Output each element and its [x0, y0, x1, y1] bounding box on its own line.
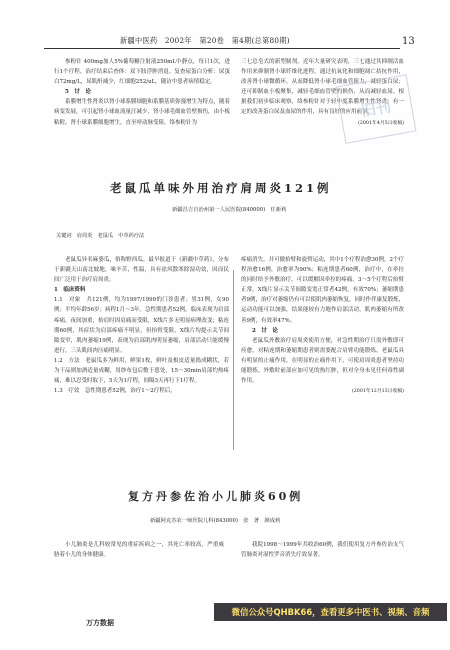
- paragraph: 系膜增生性肾炎以肾小球系膜细胞和系膜基质弥漫增生为特点，随着病变发展，可引起肾小球血流量汪减少，肾小球毛细血管壁损伤，由小板粘附，肾小球系膜细胞增生，直至呼动脉受阻。络参粉针为: [54, 99, 231, 126]
- article-title: 复方丹参佐治小儿肺炎60例: [128, 490, 304, 503]
- paragraph: 1.3 疗效 急性期患者52例，治疗1～2疗程后，: [54, 388, 176, 395]
- section-heading: 5 讨 论: [65, 89, 91, 96]
- received-date: (2001年4月5日收稿): [357, 120, 404, 126]
- paragraph: 三七总皂式的新型制剂。近年大量研究表明，三七通过其抑制活血作用来抑制肾小球纤维化进程，通过抗氧化和细胞凋亡拮抗作用，改善肾小球微循环，从而降低肾小球毛细血管阻力，减轻蛋白尿；还可抑制血小板聚集，减轻毛细血管壁的损伤，从而减轻血尿。根据我们初步临床观察，络参粉针对于轻中度系膜增生性肾炎，有一定的改善蛋白尿及血尿的作用，具有良好的应用前景。: [241, 59, 404, 116]
- article-affiliation: 新疆阿克苏农一师医院儿科(843000) 张 著 颜成莉: [150, 518, 281, 524]
- section-heading: 1 临床资料: [54, 287, 86, 294]
- column-divider: [233, 270, 234, 450]
- article-title: 老鼠瓜单味外用治疗肩周炎121例: [110, 181, 332, 195]
- paragraph: 我院1998～1999年共收治60例，我们使用复方丹参佐治支气管肺炎对湿性罗音消失疗效显著。: [241, 542, 404, 559]
- running-header: 新疆中医药 2002年 第20卷 第4期(总第80期): [120, 36, 290, 45]
- paragraph: 老鼠瓜外敷治疗肩周炎使用方便，对急性期治疗只需外敷即可痊愈，对粘连期和萎缩期患者则需要配合肩臂功能锻炼。老鼠瓜具有明显的止痛作用，在明显的止痛作用下，可使肩周炎患者坚持功能锻炼。外敷时前部应加可见的热红肿，但对全身未见任何毒性副作用。: [241, 337, 404, 385]
- paragraph: 1.2 方法 老鼠瓜多为鲜用，鲜果1枚，鲜叶及根皮适量捣成糊状，若为干品则加酒适量成糊，用纱布包后敷于患处，15～30min肩部灼热疼痛，难以忍受时取下，5天为1疗程，间隔3天再行下1疗程。: [54, 357, 229, 385]
- article1-right-column: [241, 255, 404, 397]
- article-affiliation: 新疆昌吉自治州第一人民医院(840000) 任新莉: [172, 207, 287, 213]
- paragraph: 参粉针 400mg加人5%葡萄糖注射液250mL中静点，每日1次，进行1个疗程。治疗结束后查体：双下肢浮肿消退。复查尿蛋白分析：尿蛋白72mg/L，尿肌酐减少，红细胞252/uL。随访中患者病情稳定。: [54, 59, 230, 86]
- article2-right-column: [241, 540, 404, 560]
- paragraph: 老鼠瓜异名麻婆瓜，俗称野西瓜。最早报道于《新疆中草药》，分布于新疆天山南北坡地，味辛苦，性温，具有祛风散寒除湿功效，因而民间广泛用于治疗肩周炎。: [54, 257, 229, 284]
- paragraph: 疼痛消失，并可做抬臂和旋臂运动，其中1个疗程治愈30例，2个疗程治愈16例，治愈率为90%；粘连期患者60例，治疗中，在牵拉的同时给予外敷治疗，可以缓解因牵拉的疼痛，3～5个疗程后抬臂正常，X线片显示关节间隙变宽正常者42例，有效70%；萎缩期患者9例，治疗对萎缩仍有可以使肌肉萎缩恢复，同时作伴康复锻炼，运动功能可以加强，结果能较有力地作肩部活动，肌肉萎缩有所改善9例，有效率47%。: [241, 257, 405, 324]
- received-date: (2001年12月13日收稿): [351, 389, 404, 395]
- keywords: 关键词 肩周炎 老鼠瓜 中草药疗法: [56, 233, 145, 239]
- header-rule: [44, 48, 400, 49]
- section-heading: 2 讨 论: [252, 327, 278, 334]
- promo-banner: 微信公众号QHBK66，查看更多中医书、视频、音频: [214, 603, 447, 621]
- top-left-column: [54, 57, 230, 128]
- paragraph: 1.1 对象 共121例，均为1997/1999的门诊患者；男31例，女90例；平均年龄56岁；病程1月～3年。急性期患者52例，临床表现为肩部疼痛，夜间加重，抬肩时因肩痛而受限，X线片多无明显病理改变；粘连期60例，其症状为肩部疼痛不明显，但抬臂受限，X线片均提示关节间隙变窄，肌肉萎缩19例，表现为肩部肌肉明显萎缩，肩部活动只能缓慢进行，三头肌间肉压痛明显。: [54, 297, 229, 354]
- article2-left-column: [54, 540, 224, 560]
- watermark-stamp: 旧刊: [336, 74, 417, 144]
- source-footer: 万方数据: [86, 619, 114, 627]
- article1-left-column: [54, 255, 229, 396]
- paragraph: 小儿肺炎是儿科较常见的重症疾病之一，其死亡率较高，严重威胁着小儿的身体健康。: [54, 542, 224, 559]
- page-number: 13: [402, 36, 415, 47]
